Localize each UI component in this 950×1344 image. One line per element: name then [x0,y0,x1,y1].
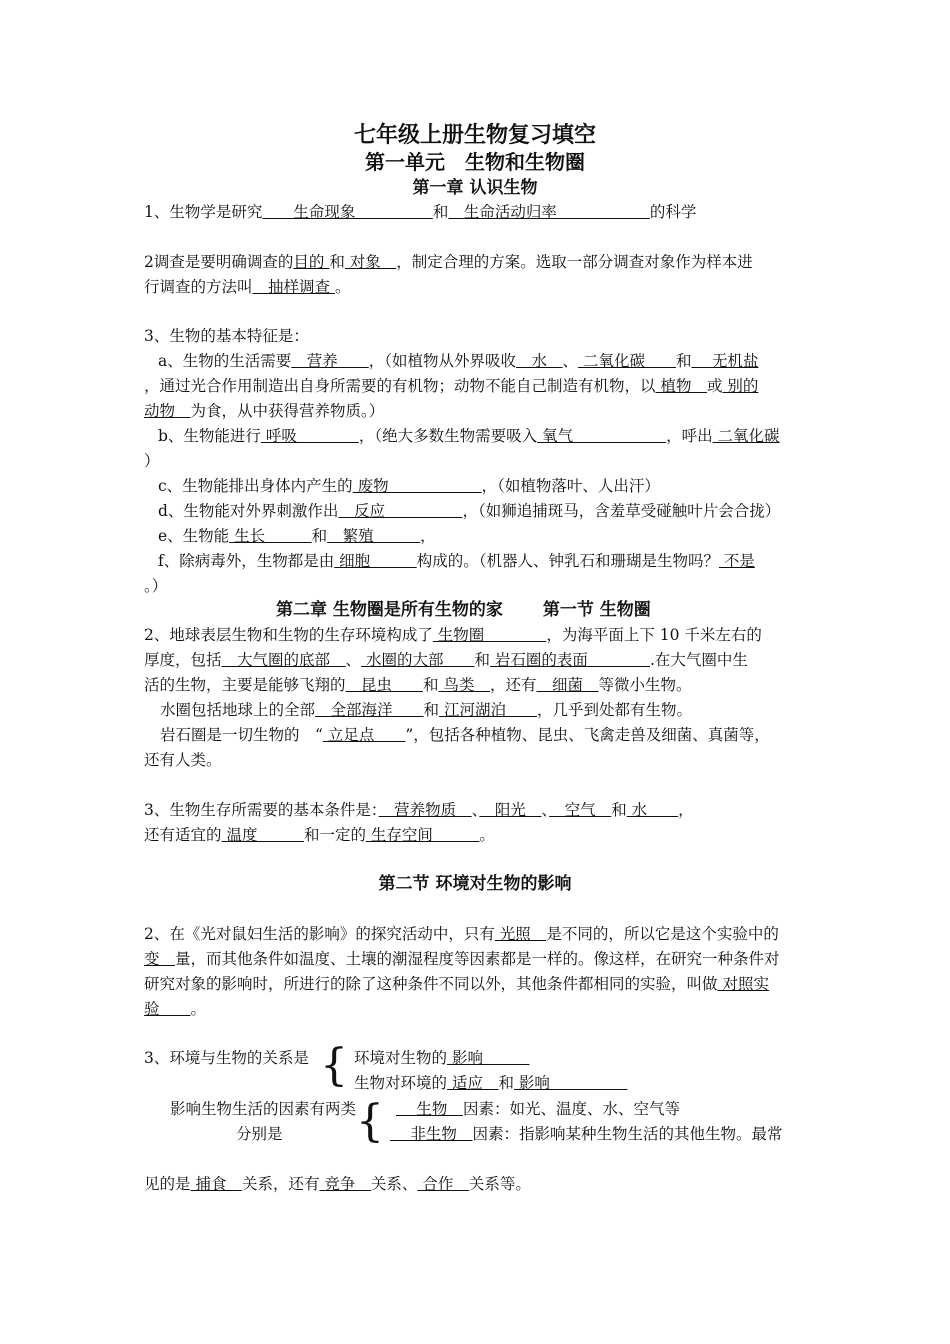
text: f、除病毒外，生物都是由 [158,552,335,570]
answer: 影响 [447,1049,530,1067]
text: ，为海平面上下 10 千米左右的 [546,626,762,644]
text: ， [678,801,694,819]
answer: 水 [516,352,563,370]
text: 和 [423,701,440,719]
answer: 营养物质 [378,801,472,819]
answer: 反应 [338,502,463,520]
answer: 对照实 [717,975,769,993]
relations-line [144,1172,531,1196]
text: ，呼出 [666,427,713,445]
biosphere-line-2 [144,648,748,672]
text: 和 [474,651,490,669]
text: ，制定合理的方案。选取一部分调查对象作为样本进 [396,253,753,271]
text: 和 [329,253,345,271]
text: 、 [471,801,480,819]
biosphere-line-5 [160,723,770,747]
answer: 不是 [718,552,755,570]
text: 2、在《光对鼠妇生活的影响》的探究活动中，只有 [144,925,495,943]
text: 关系等。 [468,1175,531,1193]
answer: 生命活动归率 [448,203,650,221]
text: 厚度，包括 [144,651,222,669]
text: 关系、 [370,1175,418,1193]
answer: 水 [626,801,679,819]
text: .在大气圈中生 [649,651,748,669]
q3-heading: 3、生物的基本特征是： [144,327,309,345]
answer: 细胞 [334,552,417,570]
text: ，（绝大多数生物需要吸入 [358,427,538,445]
answer: 岩石圈的表面 [490,651,650,669]
text: ，通过光合作用制造出自身所需要的有机物；动物不能自己制造有机物，以 [144,377,656,395]
factor-branch-1 [396,1097,680,1121]
text: 环境对生物的 [354,1049,448,1067]
answer: 无机盐 [691,352,759,370]
text: 和 [311,527,328,545]
text: ，（如狮追捕斑马，含羞草受碰触叶片会合拢） [462,502,781,520]
text: 岩石圈是一切生物的 “ [160,726,323,744]
biosphere-line-4 [160,698,692,722]
answer: 立足点 [322,726,406,744]
unit-heading: 第一单元 生物和生物圈 [365,150,585,174]
answer: 细菌 [536,676,599,694]
feature-b-line [158,424,780,448]
text: 因素：指影响某种生物生活的其他生物。最常 [472,1125,783,1143]
answer: 适应 [447,1074,499,1092]
text: 构成的。（机器人、钟乳石和珊瑚是生物吗？ [416,552,719,570]
text: 。 [479,826,495,844]
text: 行调查的方法叫 [144,278,253,296]
doc-title: 七年级上册生物复习填空 [353,123,596,148]
answer: 影响 [513,1074,628,1092]
answer: 废物 [352,477,482,495]
answer: 合作 [417,1175,469,1193]
answer: 竞争 [319,1175,371,1193]
answer: 二氧化碳 [578,352,676,370]
answer: 繁殖 [327,527,421,545]
answer: 温度 [221,826,304,844]
text: 的科学 [649,203,697,221]
section-2-heading: 第二节 环境对生物的影响 [378,874,572,894]
text: 是不同的，所以它是这个实验中的 [546,925,779,943]
answer: 对象 [344,253,397,271]
text: 关系，还有 [241,1175,320,1193]
text: 水圈包括地球上的全部 [160,701,316,719]
text: 3、生物生存所需要的基本条件是： [144,801,379,819]
text: b、生物能进行 [158,427,261,445]
feature-b-close: ） [144,452,160,470]
text: d、生物能对外界刺激作出 [158,502,339,520]
relation-label: 3、环境与生物的关系是 [144,1049,309,1067]
text: 和 [676,352,692,370]
text: 和 [432,203,449,221]
answer: 鸟类 [438,676,490,694]
text: ”，包括各种植物、昆虫、飞禽走兽及细菌、真菌等， [405,726,770,744]
answer: 植物 [655,377,707,395]
answer: 营养 [291,352,369,370]
answer: 水圈的大部 [361,651,475,669]
text: 等微小生物。 [598,676,692,694]
answer: 捕食 [190,1175,242,1193]
relation-branch-1 [354,1046,529,1070]
experiment-line-2 [144,947,780,971]
factors-label-2: 分别是 [236,1125,283,1143]
answer: 氧气 [537,427,667,445]
answer: 别的 [722,377,759,395]
text: 量，而其他条件如温度、土壤的潮湿程度等因素都是一样的。像这样，在研究一种条件对 [175,950,780,968]
text: 1、生物学是研究 [144,203,263,221]
answer: 非生物 [390,1125,473,1143]
experiment-line-3 [144,972,769,996]
q2-line-2 [144,275,350,299]
answer: 生存空间 [365,826,480,844]
text: 2、地球表层生物和生物的生存环境构成了 [144,626,433,644]
answer: 江河湖泊 [439,701,537,719]
feature-a-line-3 [144,399,384,423]
answer: 生命现象 [262,203,433,221]
answer: 全部海洋 [315,701,424,719]
biosphere-line-6: 还有人类。 [144,751,222,769]
answer: 昆虫 [345,676,424,694]
conditions-line-1 [144,798,694,822]
text: 为食，从中获得营养物质。） [190,402,385,420]
text: 。 [334,278,351,296]
text: 和 [498,1074,514,1092]
feature-f-close: 。） [144,577,168,595]
biosphere-line-3 [144,673,692,697]
experiment-line-4 [144,997,206,1021]
answer: 呼吸 [260,427,359,445]
factor-branch-2 [390,1122,782,1146]
experiment-line-1 [144,922,779,946]
text: 还有适宜的 [144,826,222,844]
text: 和一定的 [303,826,366,844]
feature-c-line [158,474,660,498]
text: 2调查是要明确调查的 [144,253,294,271]
text: 。 [190,1000,207,1018]
answer: 生物圈 [432,626,547,644]
feature-d-line [158,499,780,523]
q1-line [144,200,696,224]
answer: 大气圈的底部 [221,651,346,669]
feature-a-line-1 [158,349,758,373]
text: 和 [423,676,439,694]
text: 活的生物，主要是能够飞翔的 [144,676,346,694]
answer: 目的 [293,253,330,271]
answer: 验 [144,1000,191,1018]
text: 见的是 [144,1175,191,1193]
conditions-line-2 [144,823,495,847]
text: ， [420,527,436,545]
biosphere-line-1 [144,623,762,647]
answer: 生长 [229,527,312,545]
answer: 光照 [494,925,547,943]
text: ，（如植物落叶、人出汗） [481,477,660,495]
text: c、生物能排出身体内产生的 [158,477,353,495]
text: 、 [541,801,550,819]
relation-branch-2 [354,1071,627,1095]
text: 、 [345,651,362,669]
text: 或 [706,377,723,395]
text: e、生物能 [158,527,230,545]
factors-label-1: 影响生物生活的因素有两类 [170,1100,357,1118]
answer: 二氧化碳 [712,427,780,445]
text: 和 [611,801,627,819]
answer: 生物 [396,1100,463,1118]
text: 、 [562,352,579,370]
answer: 动物 [144,402,191,420]
q2-line-1 [144,250,753,274]
chapter-1-heading: 第一章 认识生物 [412,178,538,198]
feature-a-line-2 [144,374,758,398]
answer: 空气 [549,801,612,819]
answer: 抽样调查 [252,278,335,296]
feature-f-line [158,549,755,573]
text: 生物对环境的 [354,1074,448,1092]
text: ，还有 [489,676,537,694]
chapter-2-heading: 第二章 生物圈是所有生物的家 第一节 生物圈 [276,600,651,620]
text: a、生物的生活需要 [158,352,292,370]
brace-2: { [356,1096,384,1147]
answer: 变 [144,950,176,968]
text: 研究对象的影响时，所进行的除了这种条件不同以外，其他条件都相同的实验，叫做 [144,975,718,993]
answer: 阳光 [479,801,542,819]
brace-1: { [320,1040,348,1091]
text: ，（如植物从外界吸收 [368,352,517,370]
feature-e-line [158,524,436,548]
text: 因素：如光、温度、水、空气等 [462,1100,680,1118]
text: ，几乎到处都有生物。 [536,701,692,719]
